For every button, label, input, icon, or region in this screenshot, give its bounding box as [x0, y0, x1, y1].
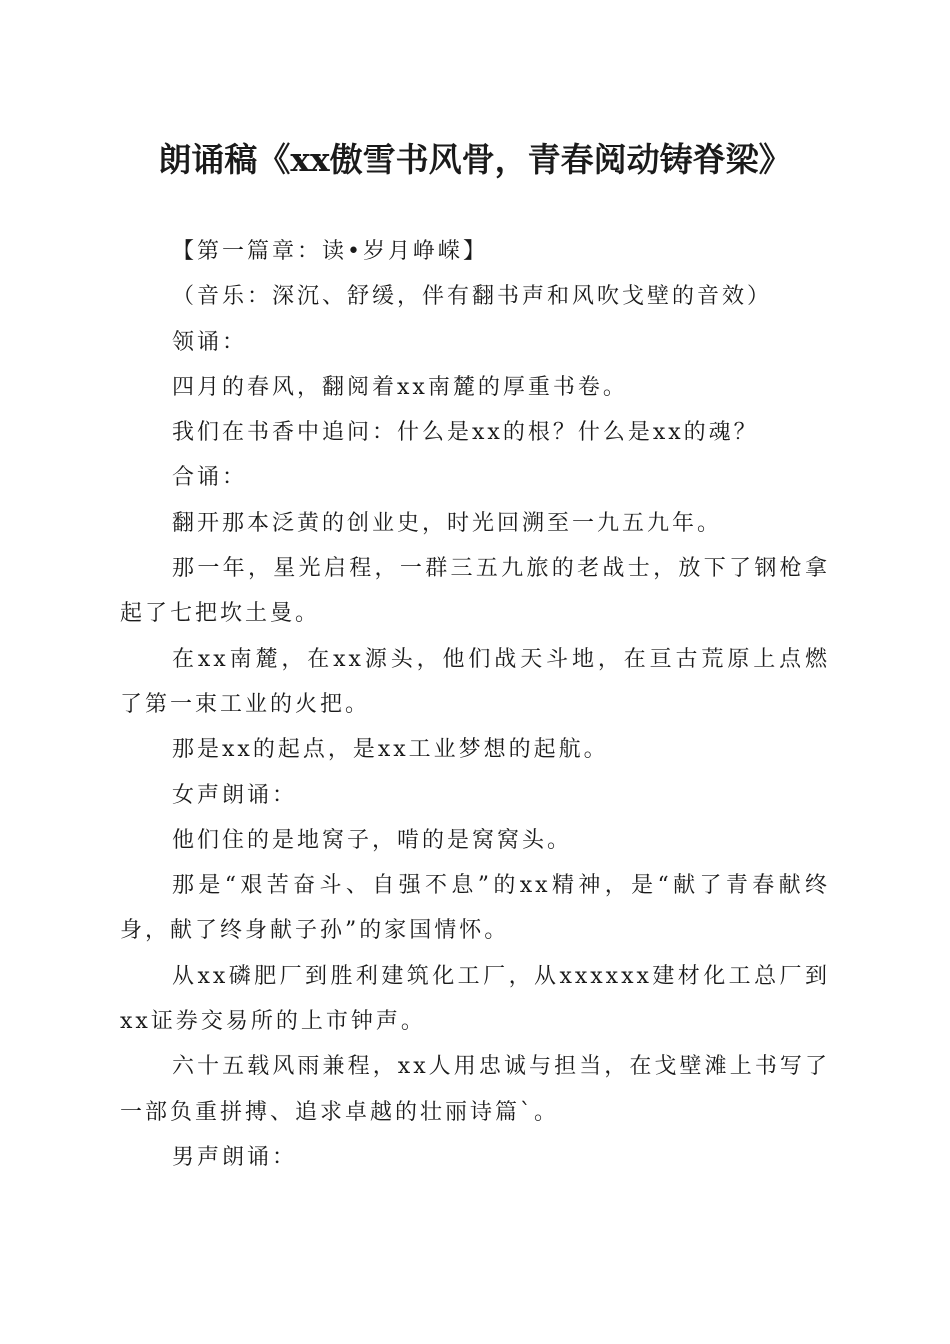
verse-line: 他们住的是地窝子，啃的是窝窝头。 — [172, 827, 573, 853]
verse-line: 那一年，星光启程，一群三五九旅的老战士，放下了钢枪拿起了七把坎土曼。 — [120, 556, 830, 627]
document-title: 朗诵稿《xx傲雪书风骨，青春阅动铸脊梁》 — [158, 140, 792, 179]
speaker-label: 男声朗诵： — [172, 1144, 298, 1170]
verse-line: 翻开那本泛黄的创业史，时光回溯至一九五九年。 — [172, 510, 723, 536]
chapter-heading: 【第一篇章：读•岁月峥嵘】 — [172, 239, 488, 264]
speaker-label: 女声朗诵： — [172, 782, 298, 808]
verse-line: 在xx南麓，在xx源头，他们战天斗地，在亘古荒原上点燃了第一束工业的火把。 — [120, 646, 830, 717]
verse-line: 从xx磷肥厂到胜利建筑化工厂，从xxxxxx建材化工总厂到xx证券交易所的上市钟声。 — [120, 963, 830, 1035]
speaker-label: 领诵： — [172, 329, 248, 355]
verse-line: 那是xx的起点，是xx工业梦想的起航。 — [172, 737, 609, 763]
verse-line: 我们在书香中追问：什么是xx的根？什么是xx的魂？ — [172, 420, 759, 446]
music-note: （音乐：深沉、舒缓，伴有翻书声和风吹戈壁的音效） — [172, 284, 773, 310]
document-body — [120, 229, 830, 1180]
verse-line: 那是“艰苦奋斗、自强不息”的xx精神，是“献了青春献终身，献了终身献子孙”的家国情怀。 — [120, 873, 830, 944]
verse-line: 六十五载风雨兼程，xx人用忠诚与担当，在戈壁滩上书写了一部负重拼搏、追求卓越的壮丽诗篇`。 — [120, 1054, 830, 1125]
speaker-label: 合诵： — [172, 465, 248, 491]
verse-line: 四月的春风，翻阅着xx南麓的厚重书卷。 — [172, 374, 628, 400]
